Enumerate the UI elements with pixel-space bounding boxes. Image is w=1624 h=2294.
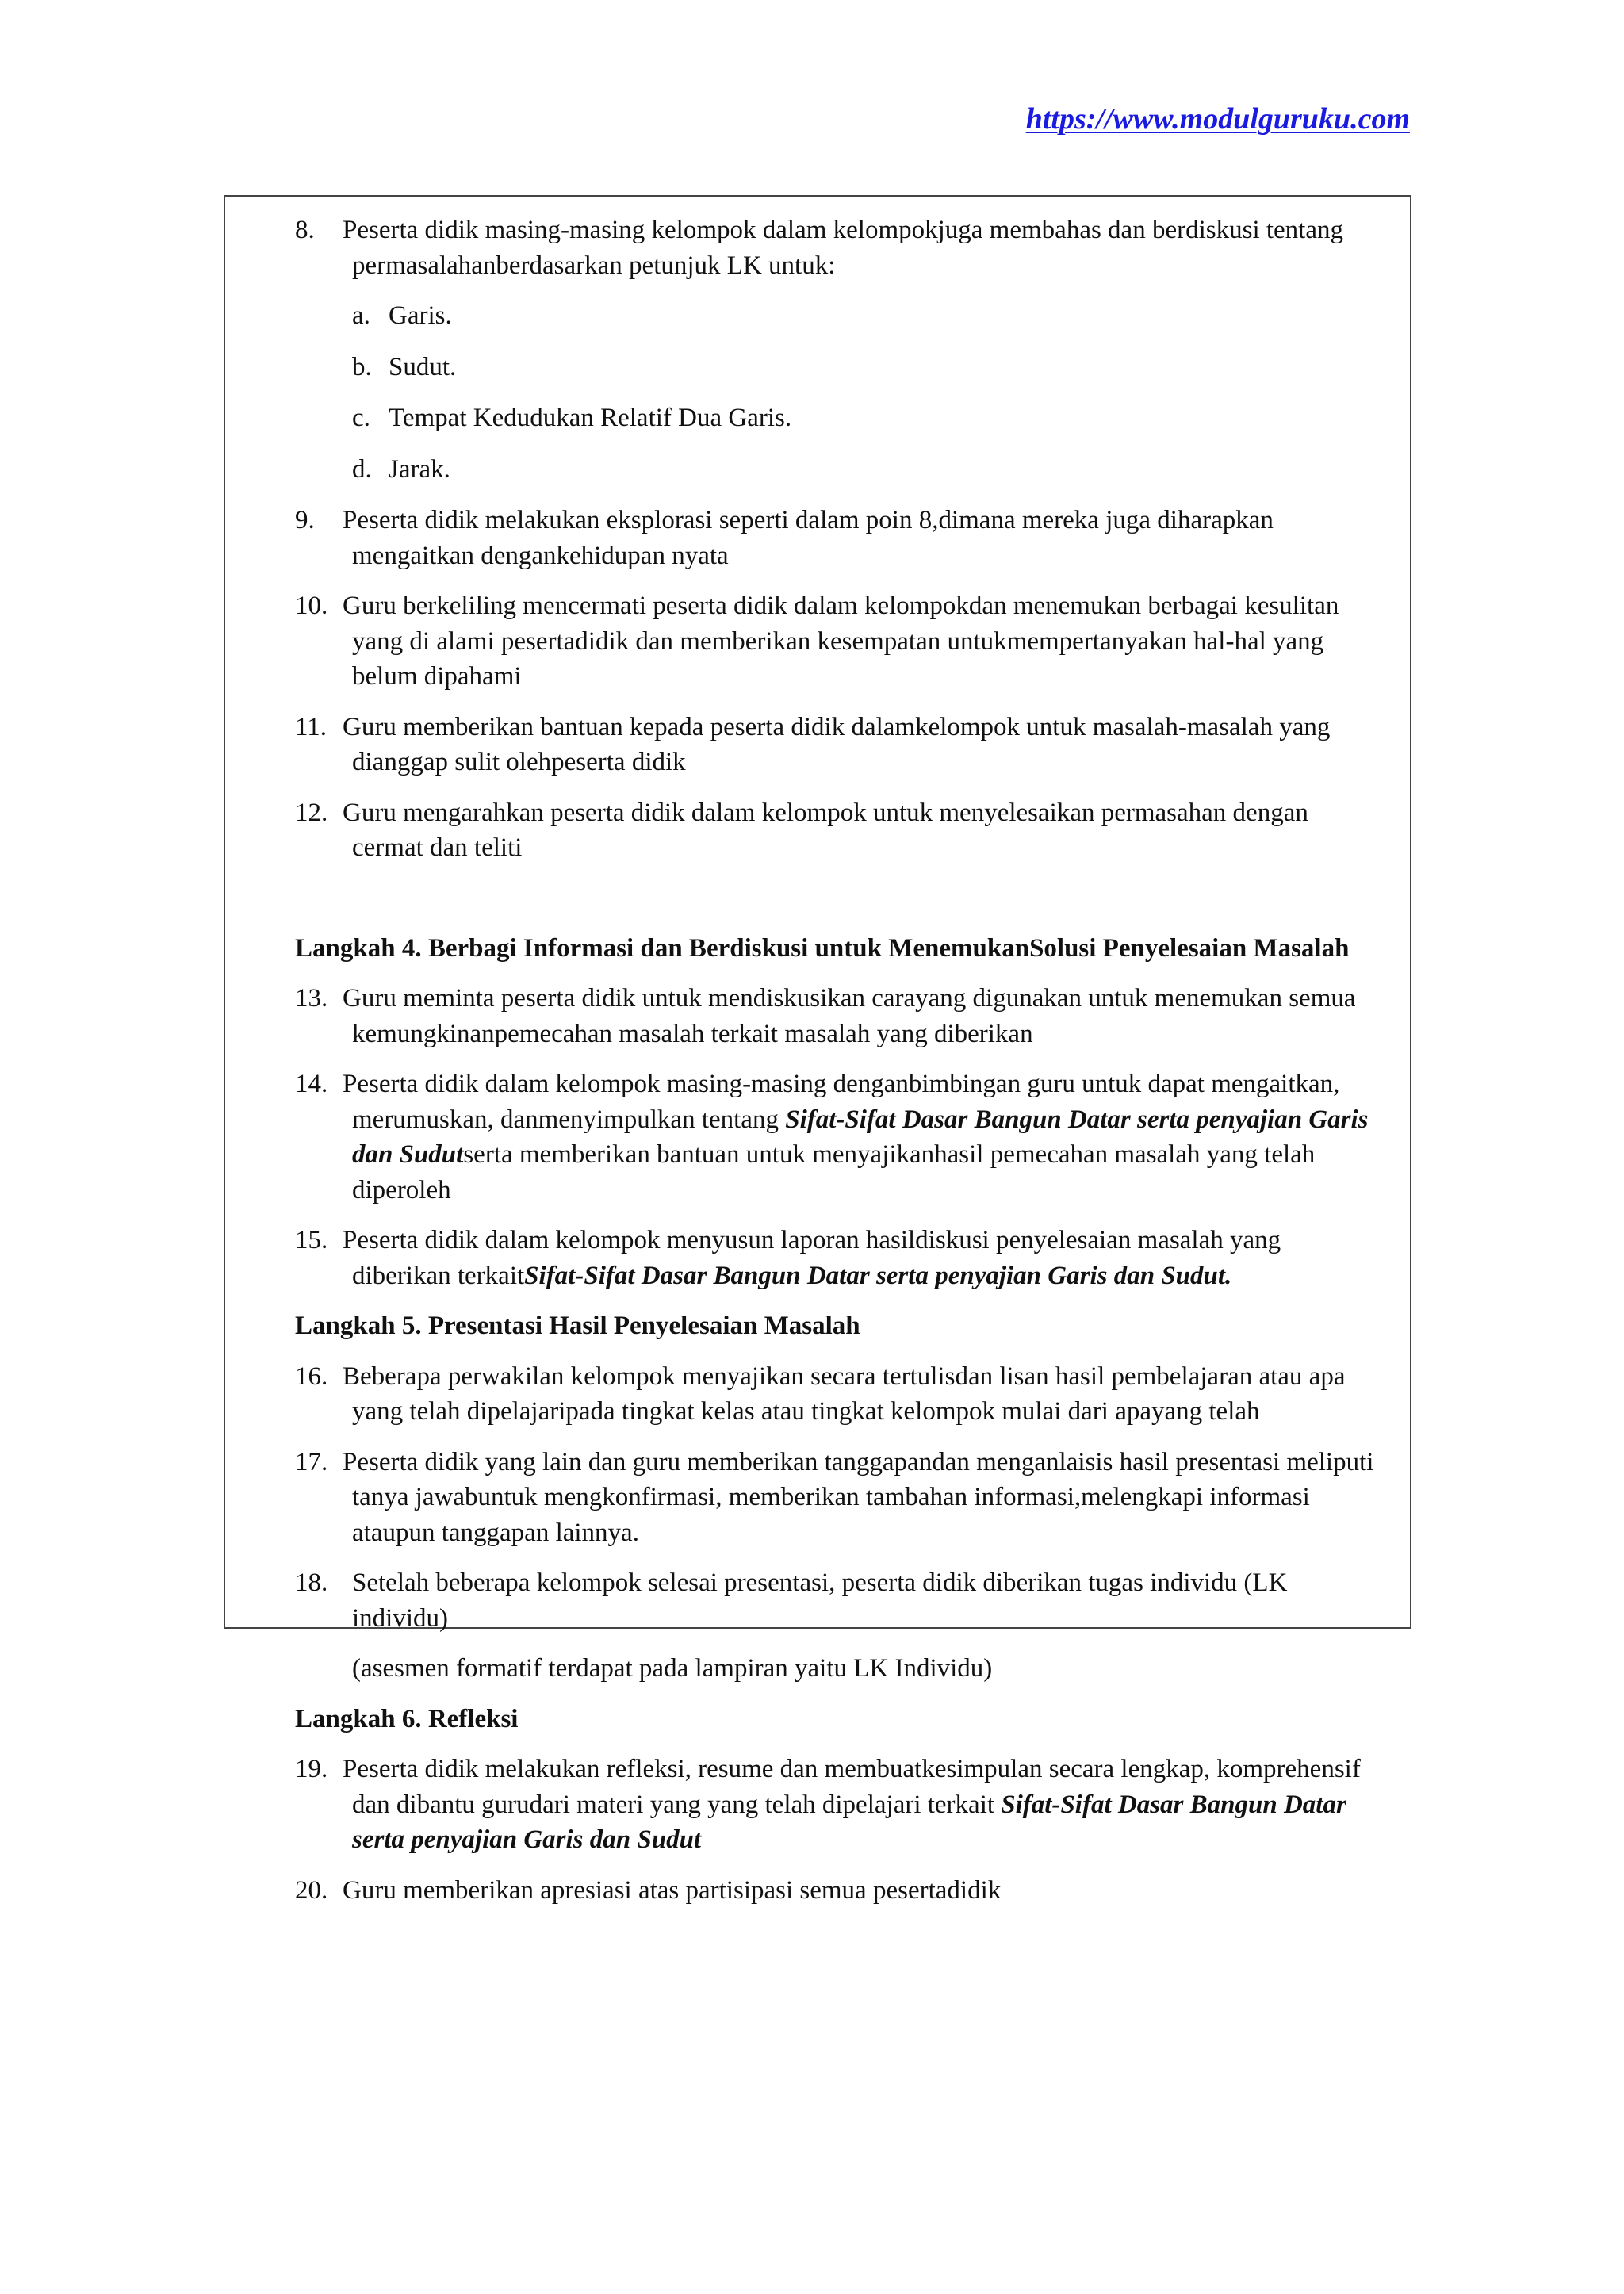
item-text: Peserta didik dalam kelompok menyusun laporan hasildiskusi penyelesaian masalah yang diberikan terkait (343, 1226, 1281, 1290)
item-number: 16. (295, 1361, 328, 1391)
item-number: 8. (295, 216, 315, 244)
item-number: 10. (295, 592, 328, 620)
heading-langkah-6: Langkah 6. Refleksi (295, 1704, 519, 1733)
item-text-continued: serta memberikan bantuan untuk menyajikanhasil pemecahan masalah yang telah diperoleh (352, 1140, 1316, 1204)
item-text: Peserta didik melakukan refleksi, resume dan membuatkesimpulan secara lengkap, komprehensif dan dibantu gurudari materi yang yang telah dipelajari terkait (343, 1755, 1361, 1819)
sub-item-letter: a. (352, 301, 370, 330)
sub-item-text: Sudut. (389, 352, 457, 381)
item-number: 13. (295, 984, 328, 1013)
list-item-16 (295, 1359, 1381, 1430)
item-text: Guru memberikan bantuan kepada peserta didik dalamkelompok untuk masalah-masalah yang dianggap sulit olehpeserta didik (343, 712, 1331, 776)
list-item-20 (295, 1873, 1381, 1909)
sub-item-text: Jarak. (389, 454, 450, 484)
item-text: Peserta didik masing-masing kelompok dalam kelompokjuga membahas dan berdiskusi tentang permasalahanberdasarkan petunjuk LK untuk: (343, 216, 1343, 280)
list-item-15 (295, 1223, 1381, 1293)
item-text: Beberapa perwakilan kelompok menyajikan secara tertulisdan lisan hasil pembelajaran atau apa yang telah dipelajaripada tingkat kelas atau tingkat kelompok mulai dari apayang telah (343, 1361, 1346, 1426)
sub-item-a (352, 298, 1381, 334)
item-text: Peserta didik yang lain dan guru memberikan tanggapandan menganlaisis hasil presentasi meliputi tanya jawabuntuk mengkonfirmasi, memberikan tambahan informasi,melengkapi informasi ataupun tanggapan lainnya. (343, 1447, 1374, 1547)
list-item-18 (295, 1565, 1381, 1636)
content-box (224, 195, 1411, 1905)
list-item-8 (295, 213, 1381, 283)
item-text: Guru berkeliling mencermati peserta didik dalam kelompokdan menemukan berbagai kesulitan yang di alami pesertadidik dan memberikan kesempatan untukmempertanyakan hal-hal yang belum dipahami (343, 592, 1339, 691)
list-item-11 (295, 710, 1381, 780)
item-emphasis: Sifat-Sifat Dasar Bangun Datar serta penyajian Garis dan Sudut (352, 1105, 1369, 1169)
item-text: Peserta didik dalam kelompok masing-masing denganbimbingan guru untuk dapat mengaitkan, merumuskan, danmenyimpulkan tentang (343, 1070, 1340, 1134)
item-18-note: (asesmen formatif terdapat pada lampiran yaitu LK Individu) (352, 1654, 993, 1683)
heading-langkah-5: Langkah 5. Presentasi Hasil Penyelesaian Masalah (295, 1312, 860, 1340)
list-item-10 (295, 588, 1381, 695)
sub-item-text: Tempat Kedudukan Relatif Dua Garis. (389, 404, 792, 432)
list-item-13 (295, 981, 1381, 1051)
sub-item-d (352, 452, 1381, 488)
item-emphasis: Sifat-Sifat Dasar Bangun Datar serta penyajian Garis dan Sudut. (524, 1261, 1232, 1290)
list-item-14 (295, 1067, 1381, 1208)
sub-item-c (352, 400, 1381, 436)
item-number: 11. (295, 712, 327, 741)
item-number: 19. (295, 1755, 328, 1783)
list-item-19 (295, 1752, 1381, 1858)
item-number: 9. (295, 506, 315, 534)
item-number: 20. (295, 1875, 328, 1905)
item-text: Setelah beberapa kelompok selesai presentasi, peserta didik diberikan tugas individu (LK individu) (352, 1568, 1288, 1633)
item-emphasis: Sifat-Sifat Dasar Bangun Datar serta penyajian Garis dan Sudut (352, 1790, 1346, 1854)
sub-item-b (352, 350, 1381, 385)
item-text: Guru mengarahkan peserta didik dalam kelompok untuk menyelesaikan permasahan dengan cermat dan teliti (343, 798, 1308, 862)
item-number: 18. (295, 1568, 328, 1597)
website-link[interactable]: https://www.modulguruku.com (1025, 102, 1410, 136)
activity-list (295, 213, 1381, 1923)
item-number: 15. (295, 1226, 328, 1254)
list-item-17 (295, 1445, 1381, 1551)
item-number: 14. (295, 1070, 328, 1098)
sub-item-text: Garis. (389, 301, 452, 330)
sub-item-letter: c. (352, 404, 370, 432)
item-text: Guru meminta peserta didik untuk mendiskusikan carayang digunakan untuk menemukan semua kemungkinanpemecahan masalah terkait masalah yang diberikan (343, 984, 1356, 1048)
heading-langkah-4: Langkah 4. Berbagi Informasi dan Berdiskusi untuk MenemukanSolusi Penyelesaian Masalah (295, 933, 1350, 963)
sub-item-letter: d. (352, 454, 372, 484)
list-item-12 (295, 795, 1381, 866)
sub-list-8 (352, 298, 1381, 487)
item-text: Guru memberikan apresiasi atas partisipasi semua pesertadidik (343, 1875, 1002, 1905)
item-number: 17. (295, 1447, 328, 1476)
item-text: Peserta didik melakukan eksplorasi seperti dalam poin 8,dimana mereka juga diharapkan mengaitkan dengankehidupan nyata (343, 506, 1274, 570)
sub-item-letter: b. (352, 352, 372, 381)
item-number: 12. (295, 798, 328, 827)
list-item-9 (295, 503, 1381, 573)
